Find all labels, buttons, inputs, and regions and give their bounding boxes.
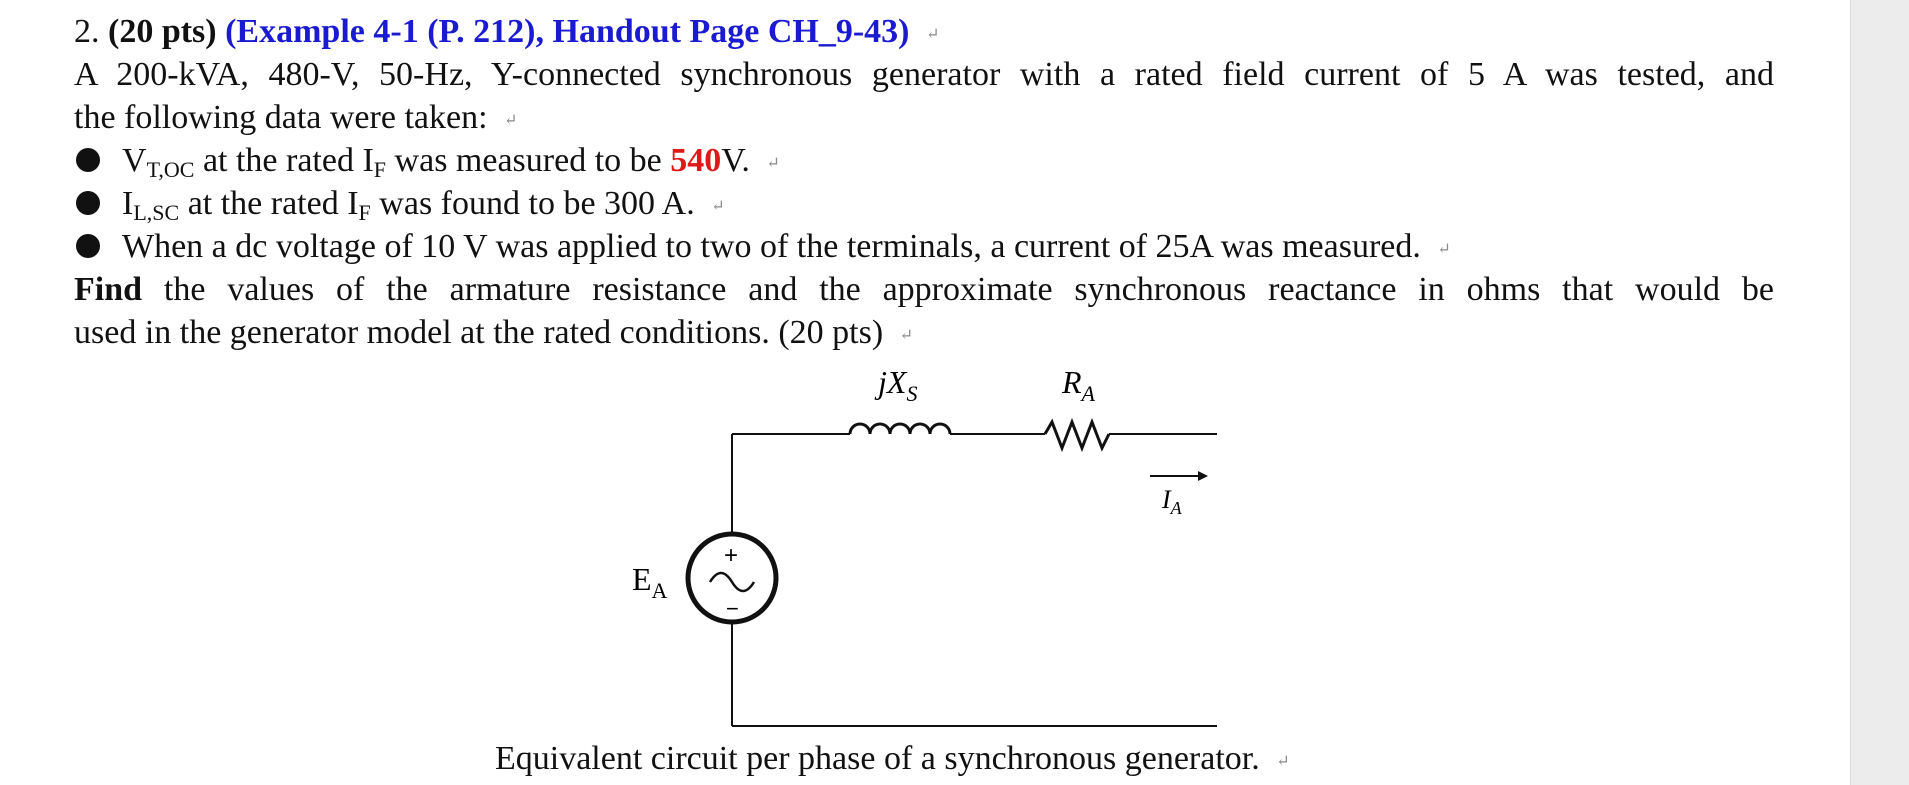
paragraph-mark-icon: ↵ (766, 154, 780, 172)
source-plus: + (724, 542, 739, 569)
intro-line-2 (74, 96, 1774, 139)
bullet-1-text-c: V. (721, 142, 750, 179)
question-reference: (Example 4-1 (P. 212), Handout Page CH_9-43) (225, 13, 910, 50)
equivalent-circuit-diagram (600, 360, 1300, 740)
bullet-1-text-a: at the rated I (194, 142, 374, 179)
question-number: 2. (74, 13, 100, 50)
resistor-zigzag (1045, 422, 1109, 448)
bullet-item-1 (74, 139, 1774, 182)
bullet-1-symbol: V (122, 142, 147, 179)
reactance-label: $jX_S$ (878, 364, 918, 406)
bullet-item-2 (74, 182, 1774, 225)
figure-caption-text: Equivalent circuit per phase of a synchronous generator. (495, 740, 1260, 777)
paragraph-mark-icon: ↵ (899, 326, 914, 344)
bullet-icon (76, 234, 100, 258)
paragraph-mark-icon: ↵ (711, 197, 725, 215)
bullet-2-text-a: at the rated I (179, 185, 359, 222)
bullet-icon (76, 148, 100, 172)
intro-line-1: A 200-kVA, 480-V, 50-Hz, Y-connected synchronous generator with a rated field current of 5 A was tested, and (74, 56, 1774, 93)
paragraph-mark-icon: ↵ (1437, 240, 1451, 258)
inductor-coil (850, 424, 950, 434)
bullet-1-subscript: T,OC (146, 157, 195, 182)
bullet-2-symbol: I (122, 185, 134, 222)
intro-line-2-text: the following data were taken: (74, 99, 488, 136)
vertical-scrollbar[interactable] (1850, 0, 1909, 785)
bullet-item-3 (74, 225, 1774, 268)
question-text (74, 10, 1774, 354)
bullet-3-text: When a dc voltage of 10 V was applied to two of the terminals, a current of 25A was measured. (122, 228, 1421, 265)
question-header (74, 10, 1774, 53)
bullet-2-subscript-2: F (358, 200, 371, 225)
bullet-2-text-b: was found to be 300 A. (370, 185, 695, 222)
paragraph-mark-icon: ↵ (926, 25, 940, 43)
source-label: $E_A$ (632, 561, 668, 603)
resistance-label: $R_A$ (1062, 364, 1095, 406)
bullet-1-subscript-2: F (373, 157, 387, 182)
find-line-1-text: the values of the armature resistance and the approximate synchronous reactance in ohms that would be (142, 271, 1774, 308)
find-line-2 (74, 311, 1774, 354)
find-line-2-text: used in the generator model at the rated conditions. (20 pts) (74, 314, 884, 351)
bullet-icon (76, 191, 100, 215)
bullet-1-highlight: 540 (670, 142, 722, 179)
bullet-1-text-b: was measured to be (386, 142, 671, 179)
paragraph-mark-icon: ↵ (1276, 753, 1290, 771)
current-label: $I_A$ (1162, 485, 1182, 518)
figure-caption (495, 740, 1290, 778)
find-keyword: Find (74, 271, 143, 308)
question-points: (20 pts) (108, 13, 217, 50)
find-line-1 (74, 268, 1774, 311)
bullet-2-subscript: L,SC (133, 200, 180, 225)
paragraph-mark-icon: ↵ (504, 111, 518, 129)
source-minus: − (726, 596, 739, 621)
current-arrow-head-icon (1198, 471, 1208, 481)
